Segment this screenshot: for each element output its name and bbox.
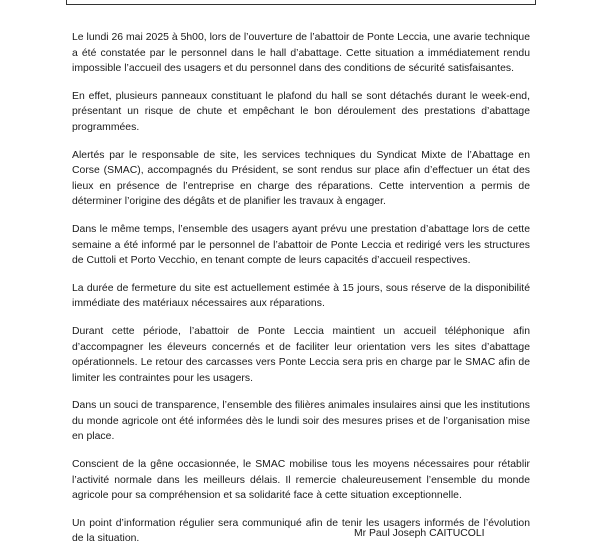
paragraph-user-redirection: Dans le même temps, l’ensemble des usagers ayant prévu une prestation d’abattage lors de cette semaine a été informé par le personnel de l’abattoir de Ponte Leccia et redirigé vers les structures de Cuttoli et Porto Vecchio, en tenant compte de leurs capacités d’accueil respectives.: [72, 223, 530, 267]
paragraph-incident: Le lundi 26 mai 2025 à 5h00, lors de l’ouverture de l’abattoir de Ponte Leccia, une avarie technique a été constatée par le personnel dans le hall d’abattage. Cette situation a immédiatement rendu impossible l’accueil des usagers et du personnel dans des conditions de sécurité satisfaisantes.: [72, 32, 530, 75]
paragraph-phone-service: Durant cette période, l’abattoir de Ponte Leccia maintient un accueil téléphonique afin d’accompagner les éleveurs concernés et de faciliter leur orientation vers les sites d’abattage opérationnels. Le retour des carcasses vers Ponte Leccia sera pris en charge par le SMAC afin de limiter les contraintes pour les usagers.: [72, 325, 530, 384]
press-release-body: [72, 30, 530, 559]
paragraph-ceiling-panels: En effet, plusieurs panneaux constituant le plafond du hall se sont détachés durant le week-end, présentant un risque de chute et empêchant le bon déroulement des prestations d’abattage programmées.: [72, 90, 530, 133]
header-frame: [66, 0, 536, 5]
paragraph-closure-duration: La durée de fermeture du site est actuellement estimée à 15 jours, sous réserve de la disponibilité immédiate des matériaux nécessaires aux réparations.: [72, 282, 530, 310]
paragraph-updates: Un point d’information régulier sera communiqué afin de tenir les usagers informés de l’évolution de la situation.: [72, 517, 530, 545]
paragraph-acknowledgement: Conscient de la gêne occasionnée, le SMAC mobilise tous les moyens nécessaires pour rétablir l’activité normale dans les meilleurs délais. Il remercie chaleureusement l’ensemble du monde agricole pour sa compréhension et sa solidarité face à cette situation exceptionnelle.: [72, 459, 530, 502]
paragraph-technical-services: Alertés par le responsable de site, les services techniques du Syndicat Mixte de l’Abattage en Corse (SMAC), accompagnés du Président, se sont rendus sur place afin d’effectuer un état des lieux en présence de l’entreprise en charge des réparations. Cette intervention a permis de déterminer l’origine des dégâts et de planifier les travaux à engager.: [72, 149, 530, 208]
paragraph-transparency: Dans un souci de transparence, l’ensemble des filières animales insulaires ainsi que les institutions du monde agricole ont été informées dès le lundi soir des mesures prises et de l’organisation mise en place.: [72, 400, 530, 443]
signature: Mr Paul Joseph CAITUCOLI: [354, 528, 485, 539]
